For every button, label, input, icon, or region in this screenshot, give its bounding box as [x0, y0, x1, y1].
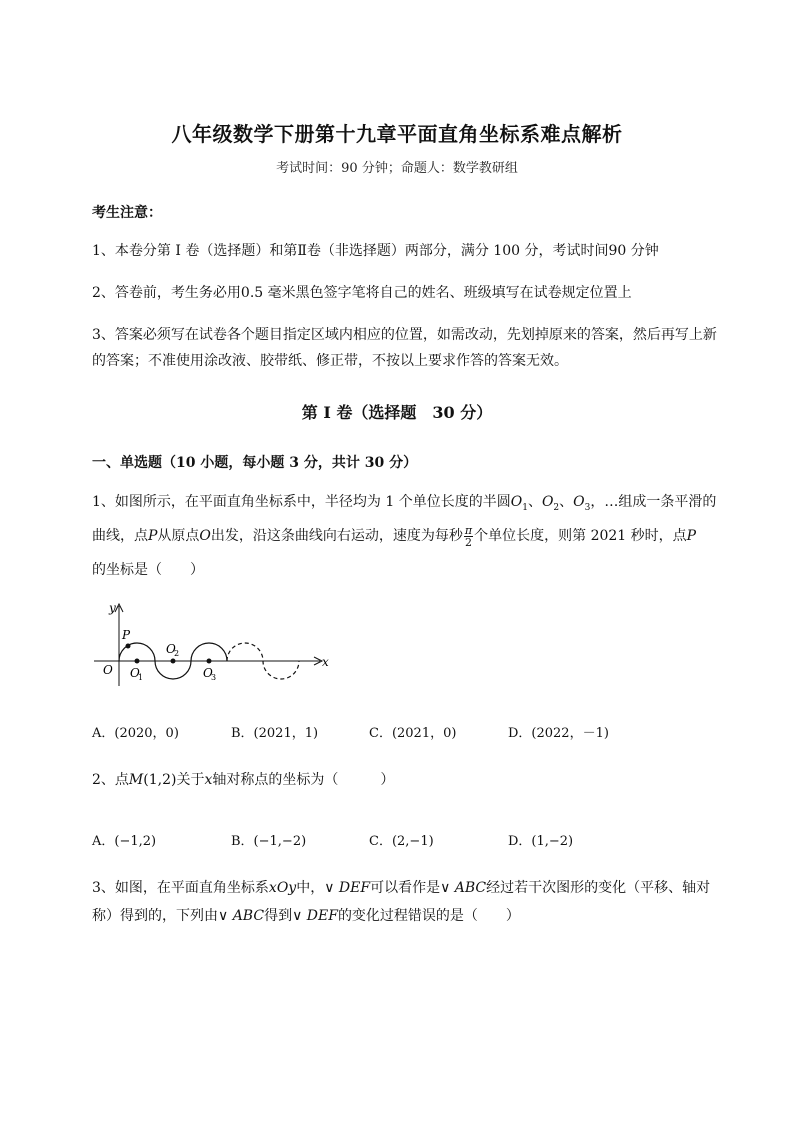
triangle-def: ∨ DEF [292, 908, 338, 924]
q1-text: ，…组成一条平滑的 [590, 494, 717, 510]
q1-text: 个单位长度，则第 2021 秒时，点 [474, 528, 687, 544]
point-o3 [207, 659, 212, 664]
separator: 、 [527, 494, 542, 510]
o1-label: O [130, 666, 140, 680]
separator: 、 [559, 494, 574, 510]
point-o2 [171, 659, 176, 664]
q1-options [92, 722, 712, 742]
q2-option-d[interactable]: D．(1,−2) [508, 834, 574, 849]
q3-text: 可以看作是 [370, 880, 441, 896]
point-o1 [135, 659, 140, 664]
q3-line-1 [92, 874, 710, 902]
p-symbol: P [686, 528, 697, 544]
q1-line-2 [92, 522, 696, 550]
o2-symbol: O [541, 494, 554, 510]
note-item-1: 1、本卷分第 I 卷（选择题）和第Ⅱ卷（非选择题）两部分，满分 100 分，考试时间90 分钟 [92, 243, 659, 259]
fraction-numerator: π [464, 523, 473, 537]
q2-text: 轴对称点的坐标为（ ） [212, 772, 395, 788]
xoy-symbol: xOy [268, 880, 297, 896]
q1-text: 1、如图所示，在平面直角坐标系中，半径均为 1 个单位长度的半圆 [92, 494, 511, 510]
q1-option-d[interactable]: D．(2022，－1) [508, 726, 609, 741]
q1-figure [88, 598, 338, 690]
q1-text: 从原点 [157, 528, 200, 544]
o3-symbol: O [573, 494, 585, 510]
p-symbol: P [148, 528, 158, 544]
q1-option-a[interactable]: A．(2020，0) [92, 726, 179, 741]
o3-label: O [203, 666, 213, 680]
triangle-abc: ∨ ABC [440, 880, 487, 896]
o1-symbol: O [510, 494, 523, 510]
x-label: x [322, 655, 329, 669]
fraction-denominator: 2 [465, 535, 473, 549]
x-symbol: x [204, 772, 213, 788]
q2-option-b[interactable]: B．(−1,−2) [231, 834, 307, 849]
note-item-2: 2、答卷前，考生务必用0.5 毫米黑色签字笔将自己的姓名、班级填写在试卷规定位置上 [92, 285, 632, 301]
o1-subscript: 1 [522, 502, 528, 513]
speed-fraction [464, 525, 473, 548]
o1-label-subscript: 1 [138, 673, 144, 682]
q2-option-a[interactable]: A．(−1,2) [92, 834, 157, 849]
q1-line-1 [92, 488, 716, 522]
q3-text: 经过若干次图形的变化（平移、轴对 [486, 880, 711, 896]
q2-text: 关于 [176, 772, 205, 788]
m-symbol: M [128, 772, 144, 788]
q3-text: 的变化过程错误的是（ ） [337, 908, 520, 924]
origin-symbol: O [199, 528, 211, 544]
note-item-3-line-1: 3、答案必须写在试卷各个题目指定区域内相应的位置，如需改动，先划掉原来的答案，然后再写上新 [92, 327, 717, 343]
q1-option-c[interactable]: C．(2021，0) [369, 726, 457, 741]
q3-text: 称）得到的，下列由 [92, 908, 218, 924]
q1-option-b[interactable]: B．(2021，1) [231, 726, 319, 741]
q1-text: 出发，沿这条曲线向右运动，速度为每秒 [210, 528, 463, 544]
m-coordinate: (1,2) [143, 772, 177, 788]
point-p [126, 644, 131, 649]
o2-subscript: 2 [553, 502, 560, 513]
triangle-def: ∨ DEF [324, 880, 371, 896]
q3-text: 中， [296, 880, 325, 896]
part-heading: 一、单选题（10 小题，每小题 3 分，共计 30 分） [92, 455, 418, 471]
note-item-3-line-2: 的答案；不准使用涂改液、胶带纸、修正带，不按以上要求作答的答案无效。 [92, 353, 568, 369]
q3-line-2 [92, 902, 520, 930]
triangle-abc: ∨ ABC [218, 908, 265, 924]
origin-label: O [103, 663, 113, 677]
p-label: P [122, 628, 131, 642]
q1-text: 曲线，点 [92, 528, 148, 544]
q2-options [92, 830, 712, 850]
o3-subscript: 3 [584, 502, 591, 513]
q3-text: 得到 [264, 908, 293, 924]
o2-label-subscript: 2 [174, 649, 180, 658]
notes-heading: 考生注意： [92, 205, 162, 221]
o2-label: O [166, 642, 176, 656]
q2-text: 2、点 [92, 772, 129, 788]
section-title: 第 I 卷（选择题 30 分） [301, 403, 493, 422]
q2-line [92, 766, 394, 794]
q1-line-3: 的坐标是（ ） [92, 562, 204, 578]
o3-label-subscript: 3 [211, 673, 217, 682]
y-label: y [109, 601, 116, 615]
page-title: 八年级数学下册第十九章平面直角坐标系难点解析 [171, 122, 623, 146]
exam-info: 考试时间：90 分钟；命题人：数学教研组 [276, 161, 518, 176]
q2-option-c[interactable]: C．(2,−1) [369, 834, 434, 849]
q3-text: 3、如图，在平面直角坐标系 [92, 880, 269, 896]
